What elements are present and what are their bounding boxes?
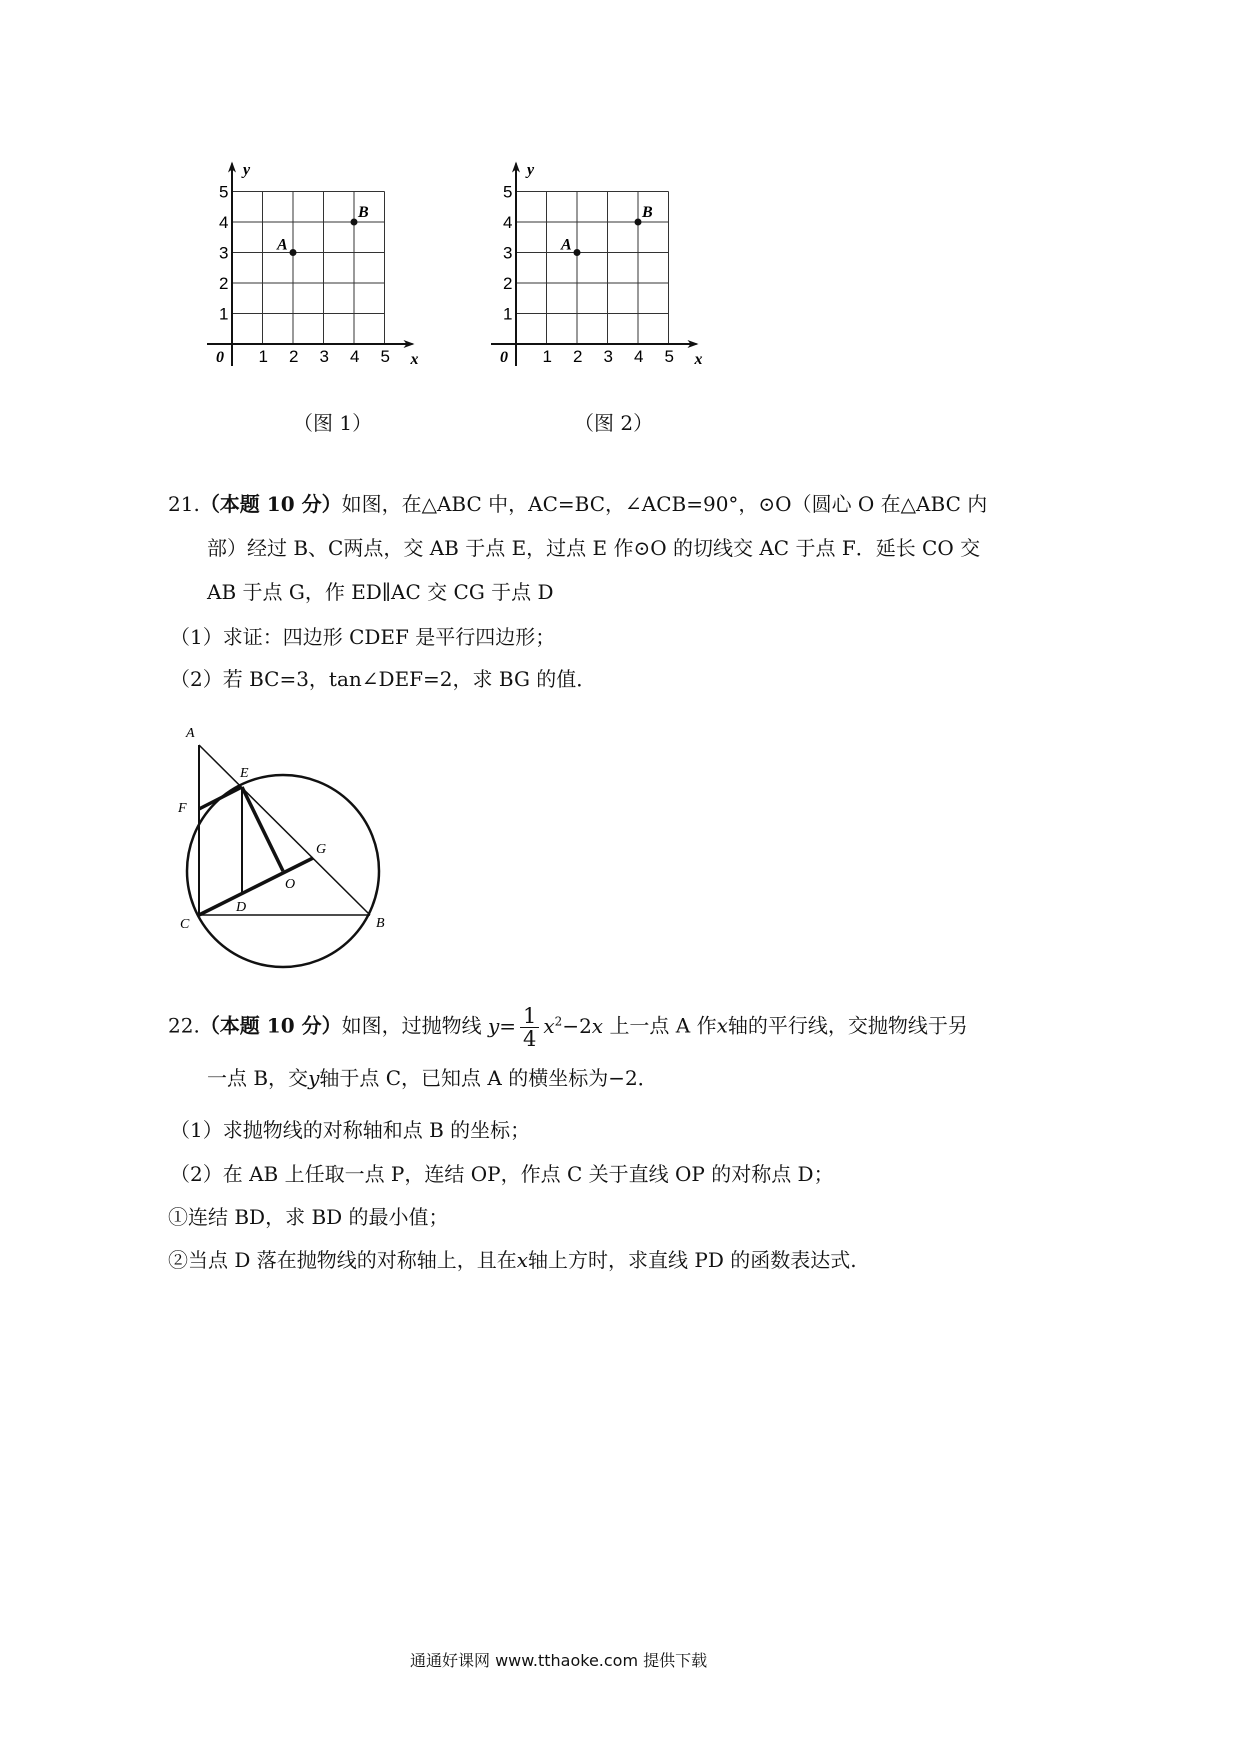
segment-eo (242, 787, 283, 871)
q21-line3: AB 于点 G，作 ED∥AC 交 CG 于点 D (207, 580, 554, 604)
fig1-caption: （图 1） (293, 411, 373, 435)
label-c: C (180, 917, 190, 932)
q22-text-b: 上一点 A 作 (609, 1013, 717, 1038)
eq-equals: = (499, 1013, 517, 1038)
q21-part2: （2）若 BC=3，tan∠DEF=2，求 BG 的值． (170, 667, 597, 691)
label-d: D (236, 900, 247, 915)
segment-fe (199, 787, 242, 809)
y-tick-label: 4 (503, 213, 513, 232)
eq-x: x (543, 1013, 555, 1038)
y-tick-label: 1 (503, 304, 513, 324)
q21-text1: 如图，在△ABC 中，AC=BC，∠ACB=90°，⊙O（圆心 O 在△ABC 内 (341, 492, 988, 516)
eq-numerator: 1 (520, 1005, 539, 1028)
x-tick-label: 1 (542, 347, 552, 366)
q22-part1: （1）求抛物线的对称轴和点 B 的坐标； (170, 1118, 531, 1142)
q22-line1 (168, 997, 968, 1050)
coordinate-graph-fig2 (484, 160, 714, 380)
x-tick-label: 4 (634, 347, 644, 366)
q22-line2-y: y (308, 1066, 320, 1090)
q22-line2-a: 一点 B，交 (207, 1066, 309, 1090)
eq-x2: x (591, 1013, 604, 1038)
q22-text-x: x (716, 1013, 728, 1038)
q21-line1 (168, 494, 987, 514)
x-tick-label: 2 (573, 347, 583, 366)
x-tick-label: 3 (319, 347, 329, 366)
eq-y: y (487, 1013, 500, 1038)
q22-text-c: 轴的平行线，交抛物线于另 (727, 1013, 968, 1038)
q21-geometry-diagram (170, 720, 400, 980)
x-tick-label: 1 (258, 347, 268, 366)
y-tick-label: 1 (219, 304, 229, 324)
q21-number: 21. (168, 492, 200, 516)
eq-fraction (520, 1005, 539, 1050)
label-o: O (285, 877, 296, 892)
q22-line2 (207, 1068, 658, 1088)
graph-svg-fig1 (200, 160, 430, 380)
point-label-b: B (358, 204, 369, 221)
q21-score: （本题 10 分） (199, 492, 342, 516)
origin-label: 0 (216, 349, 224, 366)
q22-sub1: ①连结 BD，求 BD 的最小值； (168, 1205, 449, 1229)
point-b (635, 219, 642, 226)
point-a (574, 249, 581, 256)
label-a: A (186, 726, 195, 741)
point-a (290, 249, 297, 256)
q21-part1: （1）求证：四边形 CDEF 是平行四边形； (170, 625, 556, 649)
page-footer: 通通好课网 www.tthaoke.com 提供下载 (410, 1651, 708, 1670)
eq-exponent: 2 (554, 1014, 563, 1028)
x-tick-label: 2 (289, 347, 299, 366)
q22-number: 22. (168, 1013, 200, 1038)
q22-part2: （2）在 AB 上任取一点 P，连结 OP，作点 C 关于直线 OP 的对称点 D； (170, 1162, 834, 1186)
y-tick-label: 3 (219, 243, 229, 263)
coordinate-graph-fig1 (200, 160, 430, 380)
x-tick-label: 5 (664, 347, 674, 366)
point-label-b: B (642, 204, 653, 221)
q22-sub2 (168, 1250, 857, 1270)
eq-denominator: 4 (523, 1026, 537, 1051)
y-tick-label: 2 (503, 274, 513, 293)
y-axis-label: y (243, 161, 251, 179)
q22-sub2-a: ②当点 D 落在抛物线的对称轴上，且在 (168, 1248, 517, 1272)
q22-equation (487, 1003, 610, 1051)
x-axis-label: x (410, 351, 419, 368)
q22-sub2-b: 轴上方时，求直线 PD 的函数表达式. (528, 1248, 857, 1272)
q22-sub2-x: x (516, 1248, 529, 1272)
label-g: G (316, 842, 327, 857)
point-label-a: A (277, 236, 288, 254)
q22-line2-b: 轴于点 C，已知点 A 的横坐标为−2． (319, 1066, 658, 1090)
label-e: E (240, 766, 249, 781)
point-b (351, 219, 358, 226)
y-axis-label: y (527, 161, 535, 179)
origin-label: 0 (500, 349, 508, 366)
y-tick-label: 2 (219, 274, 229, 293)
x-tick-label: 4 (350, 347, 360, 366)
y-tick-label: 5 (503, 182, 513, 202)
q21-line2: 部）经过 B、C两点，交 AB 于点 E，过点 E 作⊙O 的切线交 AC 于点 F．延长 CO 交 (207, 536, 981, 560)
graph-svg-fig2 (484, 160, 714, 380)
segment-cg (199, 858, 313, 915)
y-tick-label: 3 (503, 243, 513, 263)
eq-minus-two: −2 (562, 1013, 592, 1038)
label-f: F (178, 801, 187, 816)
y-tick-label: 5 (219, 182, 229, 202)
q22-text-a: 如图，过抛物线 (341, 1013, 482, 1038)
fig2-caption: （图 2） (574, 411, 654, 435)
point-label-a: A (561, 236, 572, 254)
x-tick-label: 3 (603, 347, 613, 366)
geometry-svg (170, 720, 400, 980)
x-axis-label: x (694, 351, 703, 368)
x-tick-label: 5 (380, 347, 390, 366)
q22-score: （本题 10 分） (199, 1013, 342, 1038)
label-b: B (376, 916, 385, 931)
y-tick-label: 4 (219, 213, 229, 232)
